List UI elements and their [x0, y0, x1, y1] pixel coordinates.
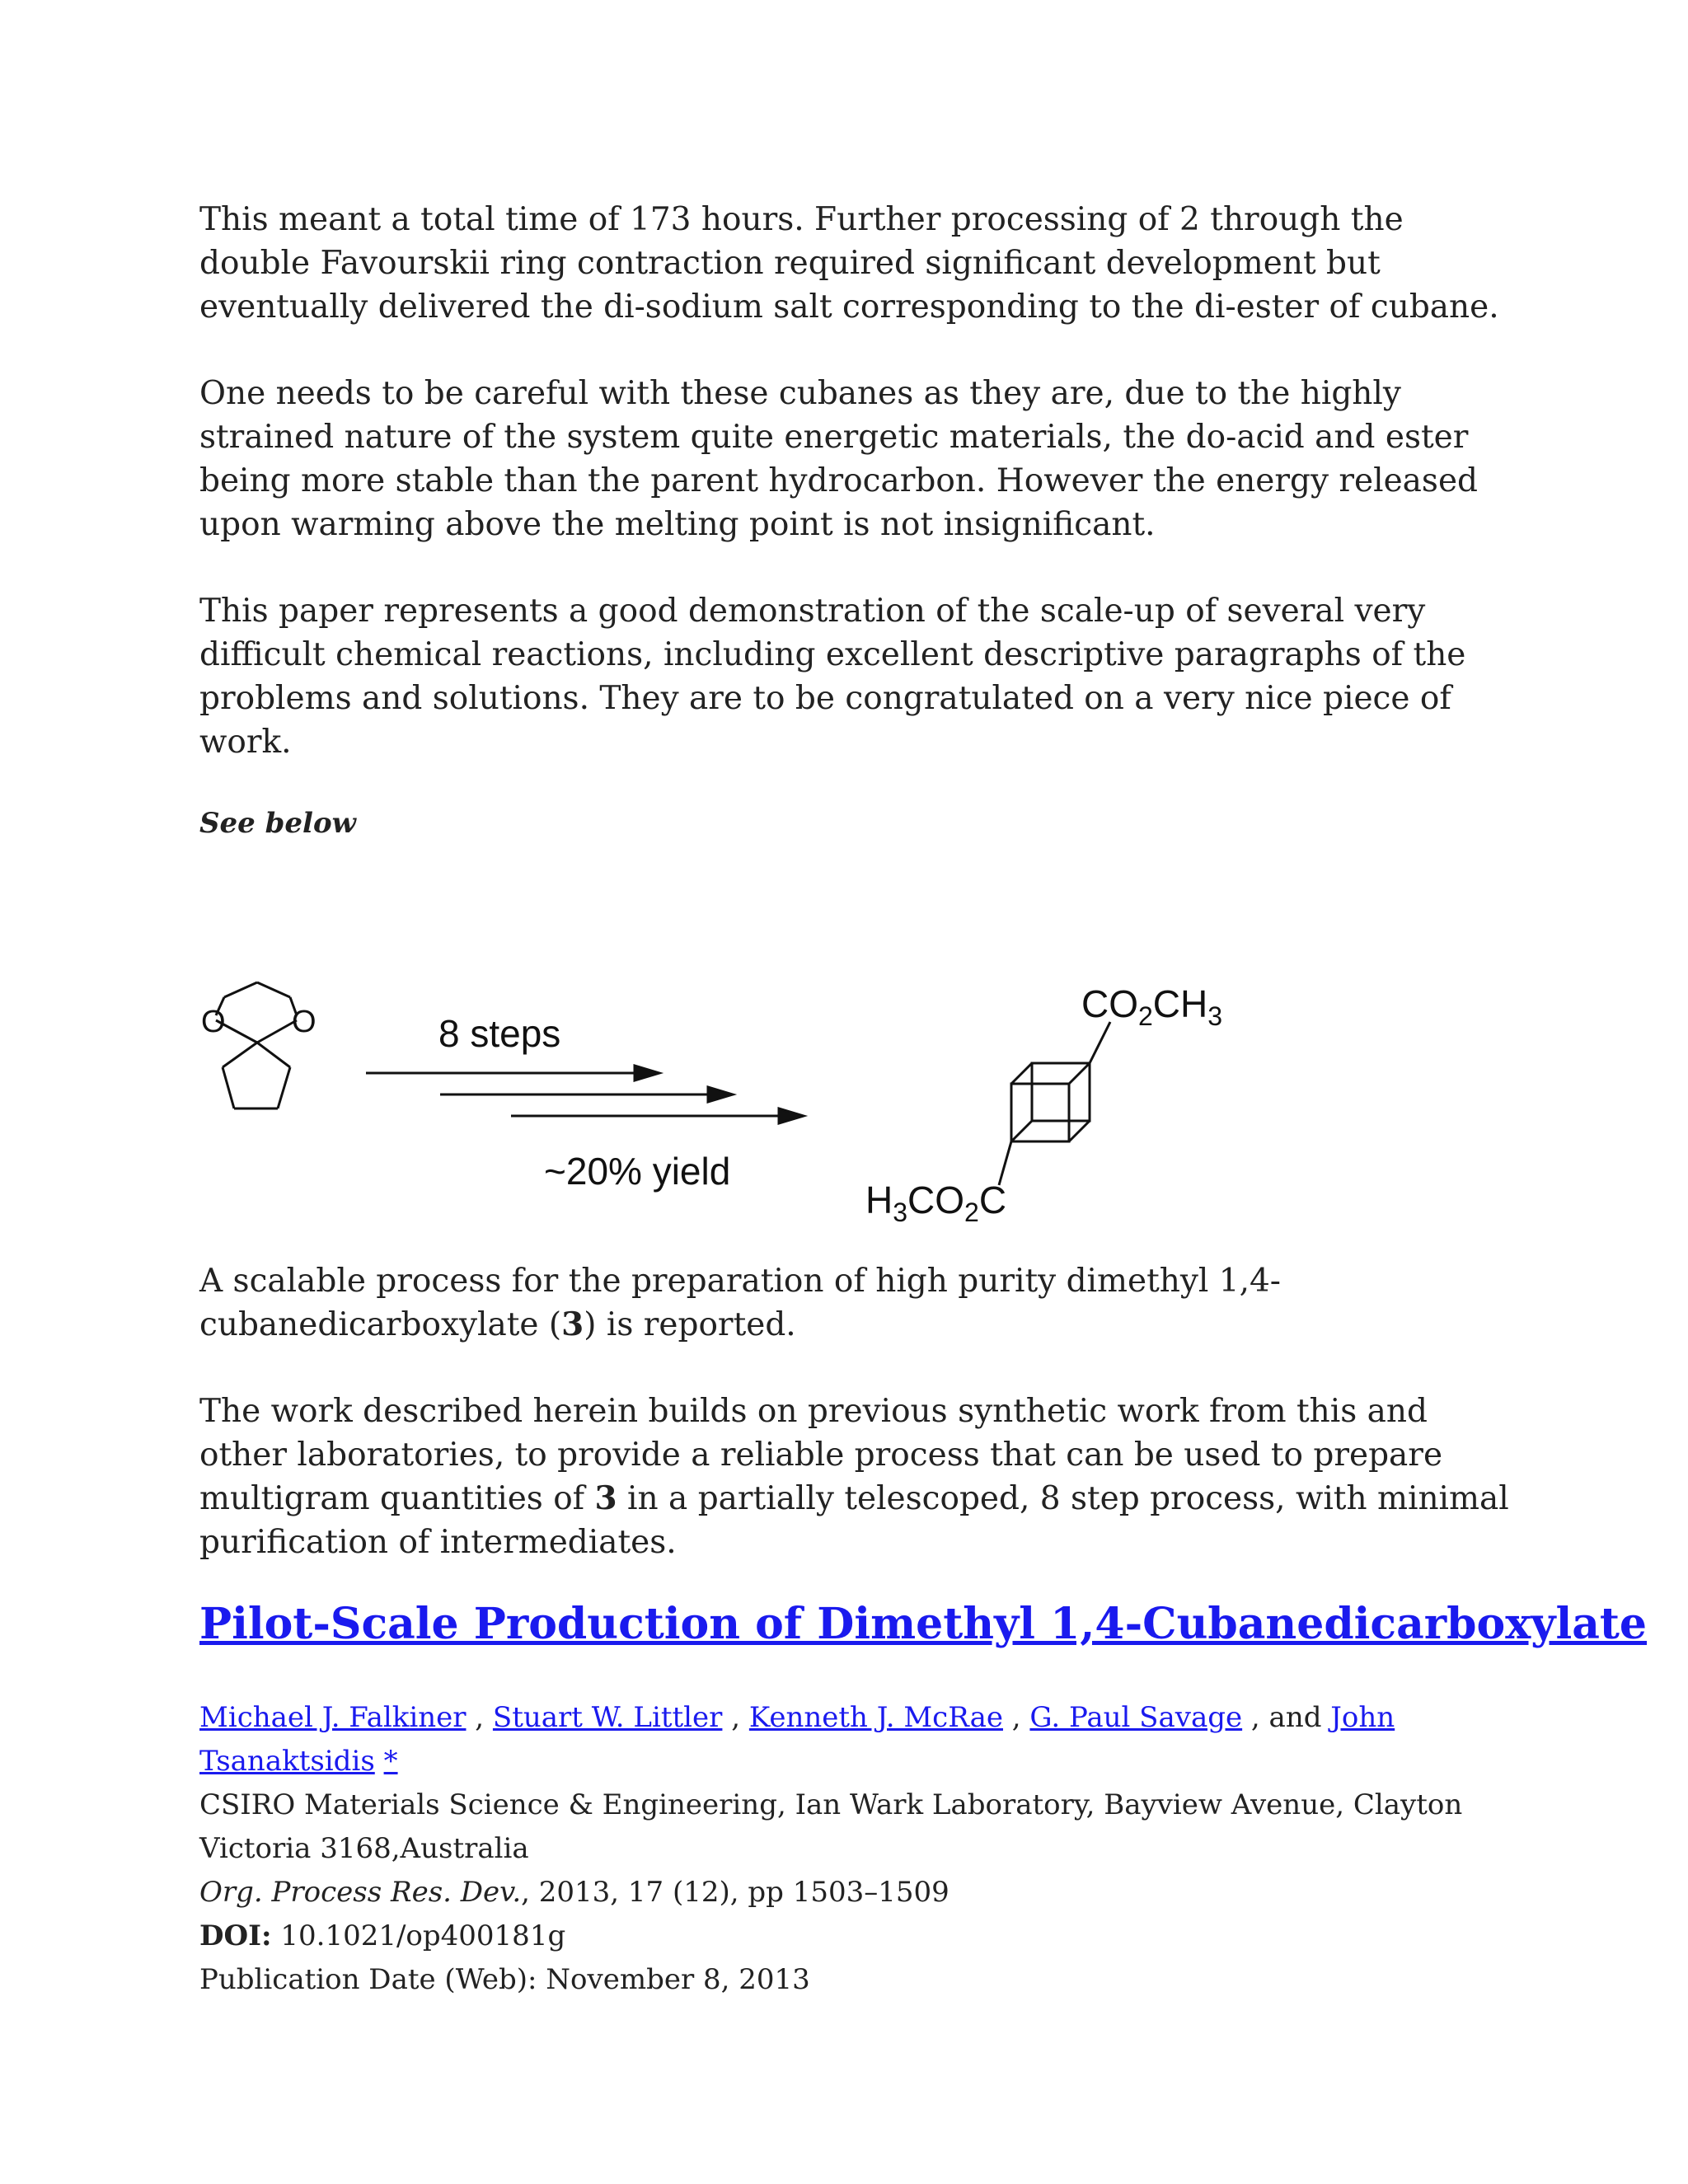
intro-section: [199, 198, 1518, 840]
author-list: Michael J. Falkiner , Stuart W. Littler , Kenneth J. McRae , G. Paul Savage , and John Tsanaktsidis *: [199, 1701, 1395, 1778]
author-link[interactable]: John Tsanaktsidis: [199, 1701, 1395, 1778]
abstract-section: [199, 1259, 1518, 1607]
steps-label: 8 steps: [438, 1012, 561, 1055]
journal-citation: Org. Process Res. Dev., 2013, 17 (12), pp 1503–1509: [199, 1876, 950, 1909]
article-metadata: [199, 1696, 1551, 2002]
reaction-scheme: [183, 972, 1254, 1228]
right-oxygen-label: O: [292, 1005, 316, 1039]
compound-number: 3: [594, 1479, 617, 1517]
author-link[interactable]: Stuart W. Littler: [492, 1701, 723, 1734]
yield-label: ~20% yield: [544, 1150, 731, 1193]
author-link[interactable]: Kenneth J. McRae: [748, 1701, 1003, 1734]
abstract-paragraph-2: The work described herein builds on previous synthetic work from this and other laboratories, to provide a reliable process that can be used to prepare multigram quantities of 3 in a partially telescoped, 8 step process, with minimal purification of intermediates.: [199, 1393, 1509, 1561]
intro-paragraph-2: One needs to be careful with these cubanes as they are, due to the highly strained nature of the system quite energetic materials, the do-acid and ester being more stable than the parent hydrocarbon. However the energy released upon warming above the melting point is not insignificant.: [199, 375, 1478, 543]
corresponding-author-link[interactable]: *: [383, 1745, 398, 1778]
top-ester-group: $CO_2CH_3$: [1081, 982, 1223, 1031]
compound-number: 3: [561, 1305, 584, 1343]
publication-date: Publication Date (Web): November 8, 2013: [199, 1963, 810, 1996]
intro-paragraph-1: This meant a total time of 173 hours. Further processing of 2 through the double Favourskii ring contraction required significant development but eventually delivered the di-sodium salt corresponding to the di-ester of cubane.: [199, 201, 1499, 326]
left-oxygen-label: O: [201, 1005, 226, 1039]
cubane-structure: [999, 1022, 1110, 1185]
author-link[interactable]: Michael J. Falkiner: [199, 1701, 467, 1734]
affiliation: CSIRO Materials Science & Engineering, Ian Wark Laboratory, Bayview Avenue, Clayton Victoria 3168,Australia: [199, 1788, 1463, 1865]
intro-paragraph-3: This paper represents a good demonstration of the scale-up of several very difficult chemical reactions, including excellent descriptive paragraphs of the problems and solutions. They are to be congratulated on a very nice piece of work.: [199, 593, 1466, 761]
doi-line: DOI: 10.1021/op400181g: [199, 1919, 566, 1952]
reaction-arrows: [366, 1066, 804, 1123]
see-below-label: See below: [199, 807, 356, 840]
abstract-paragraph-1: A scalable process for the preparation of high purity dimethyl 1,4-cubanedicarboxylate (3) is reported.: [199, 1263, 1281, 1343]
article-title-link[interactable]: Pilot-Scale Production of Dimethyl 1,4-Cubanedicarboxylate: [199, 1599, 1647, 1649]
bottom-ester-group: $H_3CO_2C$: [865, 1179, 1007, 1227]
author-link[interactable]: G. Paul Savage: [1029, 1701, 1243, 1734]
starting-material-structure: [216, 982, 297, 1108]
